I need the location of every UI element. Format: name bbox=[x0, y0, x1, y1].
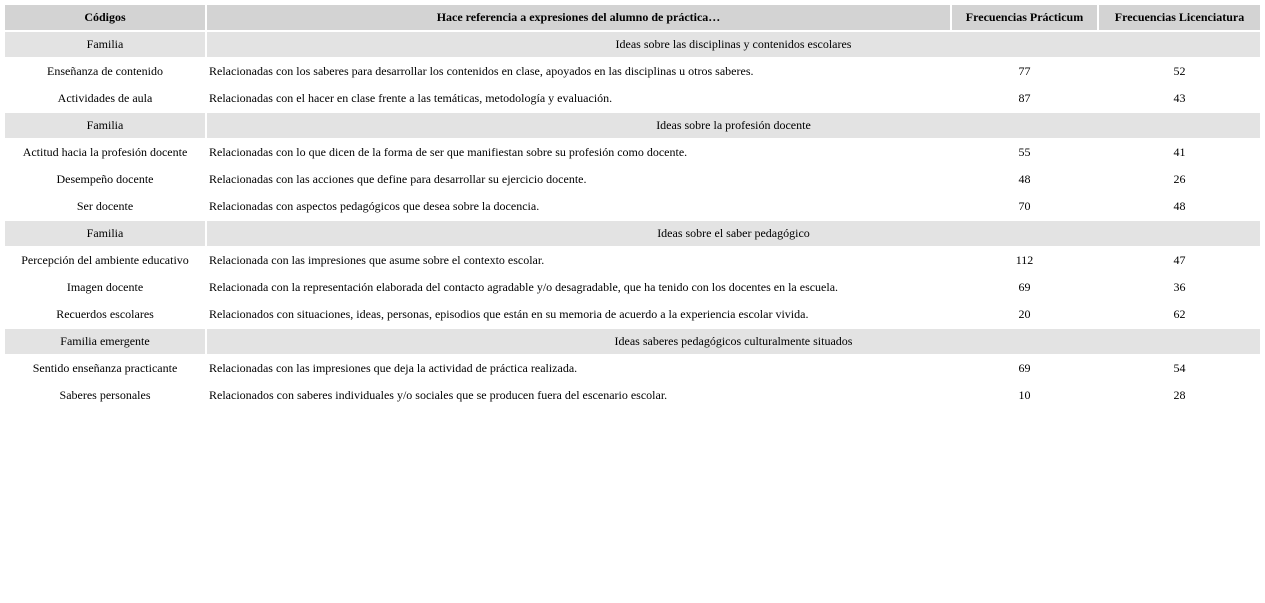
description-cell: Relacionadas con las acciones que define para desarrollar su ejercicio docente. bbox=[209, 172, 587, 186]
family-title: Ideas sobre el saber pedagógico bbox=[207, 221, 1260, 246]
family-title: Ideas saberes pedagógicos culturalmente situados bbox=[207, 329, 1260, 354]
family-row bbox=[5, 221, 1260, 246]
freq-degree-cell: 54 bbox=[1173, 361, 1186, 375]
freq-practicum-cell: 70 bbox=[1018, 199, 1031, 213]
freq-degree-cell: 28 bbox=[1173, 388, 1186, 402]
family-row bbox=[5, 32, 1260, 57]
freq-practicum-cell: 69 bbox=[1018, 280, 1031, 294]
freq-practicum-cell: 77 bbox=[1018, 64, 1031, 78]
family-title: Ideas sobre la profesión docente bbox=[207, 113, 1260, 138]
table-row bbox=[5, 86, 1260, 111]
freq-practicum-cell: 10 bbox=[1018, 388, 1031, 402]
freq-degree-cell: 43 bbox=[1173, 91, 1186, 105]
freq-practicum-cell: 69 bbox=[1018, 361, 1031, 375]
family-label: Familia bbox=[5, 113, 205, 138]
table-row bbox=[5, 167, 1260, 192]
freq-practicum-cell: 20 bbox=[1018, 307, 1031, 321]
freq-practicum-cell: 55 bbox=[1018, 145, 1031, 159]
family-row bbox=[5, 329, 1260, 354]
freq-practicum-cell: 48 bbox=[1018, 172, 1031, 186]
freq-degree-cell: 47 bbox=[1173, 253, 1186, 267]
table-row bbox=[5, 356, 1260, 381]
code-cell: Sentido enseñanza practicante bbox=[32, 361, 178, 375]
freq-degree-cell: 36 bbox=[1173, 280, 1186, 294]
code-cell: Imagen docente bbox=[66, 280, 144, 294]
code-cell: Saberes personales bbox=[59, 388, 151, 402]
description-cell: Relacionados con situaciones, ideas, personas, episodios que están en su memoria de acuerdo a la experiencia escolar vivida. bbox=[209, 307, 809, 321]
freq-practicum-cell: 87 bbox=[1018, 91, 1031, 105]
family-row bbox=[5, 113, 1260, 138]
family-label: Familia bbox=[5, 221, 205, 246]
code-cell: Desempeño docente bbox=[56, 172, 154, 186]
header-freq-degree: Frecuencias Licenciatura bbox=[1099, 5, 1260, 30]
table-row bbox=[5, 302, 1260, 327]
table-row bbox=[5, 140, 1260, 165]
family-label: Familia emergente bbox=[5, 329, 205, 354]
header-codes: Códigos bbox=[5, 5, 205, 30]
header-reference: Hace referencia a expresiones del alumno de práctica… bbox=[207, 5, 950, 30]
freq-practicum-cell: 112 bbox=[1015, 253, 1034, 267]
family-label: Familia bbox=[5, 32, 205, 57]
freq-degree-cell: 62 bbox=[1173, 307, 1186, 321]
code-cell: Ser docente bbox=[76, 199, 134, 213]
freq-degree-cell: 48 bbox=[1173, 199, 1186, 213]
table-row bbox=[5, 383, 1260, 408]
table-row bbox=[5, 59, 1260, 84]
header-freq-practicum: Frecuencias Prácticum bbox=[952, 5, 1097, 30]
code-cell: Enseñanza de contenido bbox=[47, 64, 163, 78]
table-body bbox=[5, 32, 1260, 408]
description-cell: Relacionadas con las impresiones que deja la actividad de práctica realizada. bbox=[209, 361, 578, 375]
table-row bbox=[5, 194, 1260, 219]
code-cell: Percepción del ambiente educativo bbox=[21, 253, 189, 267]
description-cell: Relacionadas con lo que dicen de la forma de ser que manifiestan sobre su profesión como docente. bbox=[209, 145, 688, 159]
freq-degree-cell: 41 bbox=[1173, 145, 1186, 159]
code-cell: Actitud hacia la profesión docente bbox=[22, 145, 188, 159]
table-row bbox=[5, 248, 1260, 273]
header-row bbox=[5, 5, 1260, 30]
family-title: Ideas sobre las disciplinas y contenidos escolares bbox=[207, 32, 1260, 57]
description-cell: Relacionada con la representación elaborada del contacto agradable y/o desagradable, que ha tenido con los docentes en la escuela. bbox=[209, 280, 839, 294]
freq-degree-cell: 26 bbox=[1173, 172, 1186, 186]
codes-table bbox=[3, 3, 1262, 410]
description-cell: Relacionadas con los saberes para desarrollar los contenidos en clase, apoyados en las disciplinas u otros saberes. bbox=[209, 64, 754, 78]
description-cell: Relacionadas con aspectos pedagógicos que desea sobre la docencia. bbox=[209, 199, 540, 213]
freq-degree-cell: 52 bbox=[1173, 64, 1186, 78]
description-cell: Relacionadas con el hacer en clase frente a las temáticas, metodología y evaluación. bbox=[209, 91, 613, 105]
table-row bbox=[5, 275, 1260, 300]
description-cell: Relacionados con saberes individuales y/o sociales que se producen fuera del escenario escolar. bbox=[209, 388, 668, 402]
description-cell: Relacionada con las impresiones que asume sobre el contexto escolar. bbox=[209, 253, 545, 267]
code-cell: Actividades de aula bbox=[57, 91, 153, 105]
code-cell: Recuerdos escolares bbox=[56, 307, 154, 321]
